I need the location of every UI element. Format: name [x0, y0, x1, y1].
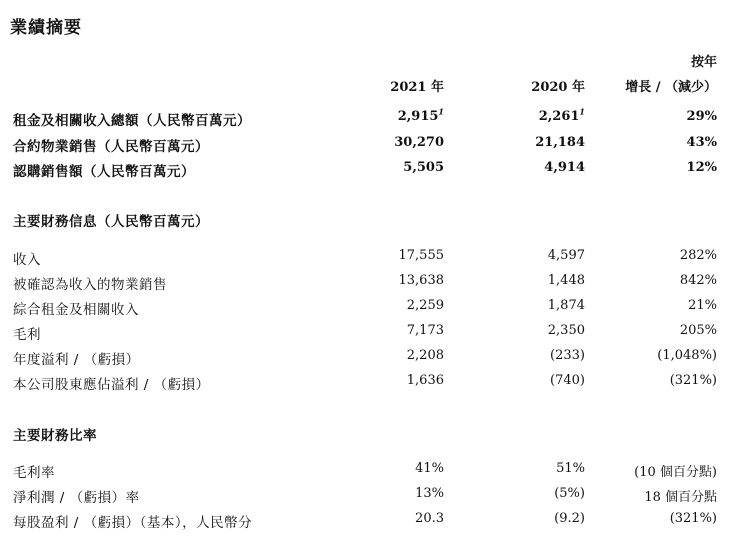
row-label: 毛利 — [13, 327, 41, 343]
value-2021: 13,638 — [398, 273, 444, 288]
value-2021: 1,636 — [406, 373, 444, 388]
row-label: 租金及相關收入總額（人民幣百萬元） — [13, 113, 251, 129]
row-label: 年度溢利 / （虧損） — [13, 352, 140, 368]
value-2021: 30,270 — [394, 135, 444, 150]
footnote-marker: 1 — [579, 106, 585, 117]
value-2021: 2,915$^1$ — [397, 106, 444, 124]
table-row — [0, 248, 741, 270]
row-label: 綜合租金及相關收入 — [13, 302, 139, 318]
value-yoy: 21% — [688, 298, 717, 313]
table-row — [0, 273, 741, 295]
value-2020: 4,597 — [547, 248, 585, 263]
value-2020: 21,184 — [535, 135, 585, 150]
table-row — [0, 298, 741, 320]
table-row — [0, 511, 741, 533]
column-header-2020: 2020 年 — [531, 80, 585, 95]
value-2020: (5%) — [554, 486, 585, 501]
table-row — [0, 461, 741, 483]
value-2021: 41% — [415, 461, 444, 476]
value-2021: 13% — [415, 486, 444, 501]
value-2020: (233) — [550, 348, 585, 363]
value-2020: 1,874 — [547, 298, 585, 313]
section-title-financial-info: 主要財務信息（人民幣百萬元） — [13, 214, 209, 230]
value-2021: 2,208 — [406, 348, 444, 363]
value-yoy: 18 個百分點 — [644, 490, 717, 505]
value-yoy: 205% — [679, 323, 717, 338]
value-2020: 2,350 — [547, 323, 585, 338]
value-2020: (9.2) — [554, 511, 585, 526]
row-label: 本公司股東應佔溢利 / （虧損） — [13, 377, 210, 393]
table-row — [0, 373, 741, 395]
value-yoy: (1,048%) — [657, 348, 717, 363]
page-title: 業績摘要 — [10, 18, 82, 38]
value-yoy: 29% — [686, 109, 717, 124]
column-header-yoy-line1: 按年 — [690, 55, 717, 70]
value-2020: 4,914 — [544, 160, 585, 175]
value-yoy: (321%) — [669, 511, 717, 526]
value-2020: (740) — [550, 373, 585, 388]
footnote-marker: 1 — [438, 106, 444, 117]
column-header-2021: 2021 年 — [390, 80, 444, 95]
value-2020: 1,448 — [547, 273, 585, 288]
row-label: 每股盈利 / （虧損）（基本），人民幣分 — [13, 515, 253, 531]
value-yoy: (321%) — [669, 373, 717, 388]
table-row — [0, 323, 741, 345]
value-yoy: 842% — [679, 273, 717, 288]
value-yoy: 43% — [686, 135, 717, 150]
value-yoy: 12% — [686, 160, 717, 175]
column-header-yoy-line2: 增長 / （減少） — [625, 80, 717, 95]
value-2021: 7,173 — [406, 323, 444, 338]
row-label: 淨利潤 / （虧損）率 — [13, 490, 140, 506]
row-label: 收入 — [13, 252, 41, 268]
value-yoy: (10 個百分點) — [634, 465, 717, 480]
summary-row-contracted-sales — [0, 135, 741, 157]
value-2021: 17,555 — [398, 248, 444, 263]
summary-row-subscription-sales — [0, 160, 741, 182]
row-label: 認購銷售額（人民幣百萬元） — [13, 164, 195, 180]
value-2021: 20.3 — [415, 511, 444, 526]
value-2021: 5,505 — [403, 160, 444, 175]
value-2020: 2,261$^1$ — [538, 106, 585, 124]
row-label: 被確認為收入的物業銷售 — [13, 277, 167, 293]
value-2020: 51% — [556, 461, 585, 476]
table-row — [0, 486, 741, 508]
summary-row-rental-income — [0, 106, 741, 131]
value-yoy: 282% — [679, 248, 717, 263]
row-label: 合約物業銷售（人民幣百萬元） — [13, 139, 209, 155]
section-title-ratios: 主要財務比率 — [13, 428, 97, 444]
row-label: 毛利率 — [13, 465, 55, 481]
table-row — [0, 348, 741, 370]
value-2021: 2,259 — [406, 298, 444, 313]
